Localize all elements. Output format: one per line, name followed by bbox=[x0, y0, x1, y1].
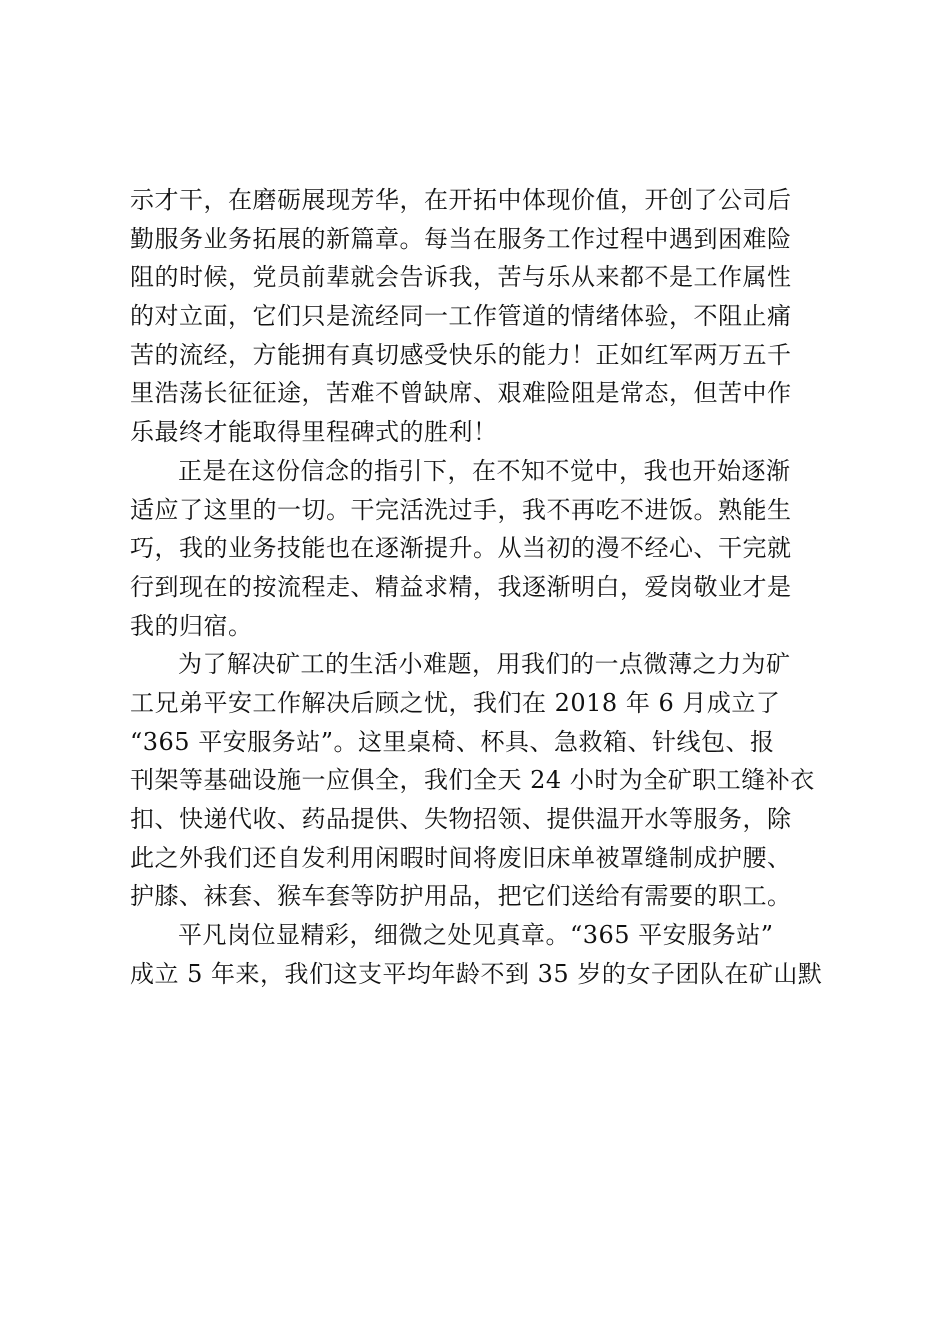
paragraph bbox=[130, 452, 820, 645]
text-line: 为了解决矿工的生活小难题，用我们的一点微薄之力为矿 bbox=[178, 650, 791, 679]
text-line: “365 平安服务站”。这里桌椅、杯具、急救箱、针线包、报 bbox=[130, 727, 775, 756]
text-line: 勤服务业务拓展的新篇章。每当在服务工作过程中遇到困难险 bbox=[130, 224, 792, 253]
paragraph bbox=[130, 181, 820, 452]
text-line: 扣、快递代收、药品提供、失物招领、提供温开水等服务，除 bbox=[130, 805, 792, 833]
text-line: 刊架等基础设施一应俱全，我们全天 24 小时为全矿职工缝补衣 bbox=[130, 766, 815, 795]
text-line: 乐最终才能取得里程碑式的胜利！ bbox=[130, 418, 498, 447]
text-line: 我的归宿。 bbox=[130, 611, 253, 640]
text-line: 正是在这份信念的指引下，在不知不觉中，我也开始逐渐 bbox=[178, 456, 791, 485]
text-line: 行到现在的按流程走、精益求精，我逐渐明白，爱岗敬业才是 bbox=[130, 572, 792, 601]
paragraph bbox=[130, 916, 823, 993]
document-body bbox=[130, 181, 823, 993]
text-line: 此之外我们还自发利用闲暇时间将废旧床单被罩缝制成护腰、 bbox=[130, 843, 792, 872]
text-line: 平凡岗位显精彩，细微之处见真章。“365 平安服务站” bbox=[178, 921, 774, 950]
text-line: 成立 5 年来，我们这支平均年龄不到 35 岁的女子团队在矿山默 bbox=[130, 959, 823, 988]
text-line: 阻的时候，党员前辈就会告诉我，苦与乐从来都不是工作属性 bbox=[130, 263, 792, 292]
text-line: 示才干，在磨砺展现芳华，在开拓中体现价值，开创了公司后 bbox=[130, 186, 792, 214]
text-line: 巧，我的业务技能也在逐渐提升。从当初的漫不经心、干完就 bbox=[130, 534, 792, 563]
text-line: 护膝、袜套、猴车套等防护用品，把它们送给有需要的职工。 bbox=[130, 882, 792, 911]
paragraph bbox=[130, 645, 820, 916]
text-line: 的对立面，它们只是流经同一工作管道的情绪体验，不阻止痛 bbox=[130, 302, 792, 331]
text-line: 适应了这里的一切。干完活洗过手，我不再吃不进饭。熟能生 bbox=[130, 495, 792, 524]
text-line: 苦的流经，方能拥有真切感受快乐的能力！正如红军两万五千 bbox=[130, 340, 792, 369]
text-line: 里浩荡长征征途，苦难不曾缺席、艰难险阻是常态，但苦中作 bbox=[130, 379, 792, 408]
text-line: 工兄弟平安工作解决后顾之忧，我们在 2018 年 6 月成立了 bbox=[130, 688, 781, 717]
